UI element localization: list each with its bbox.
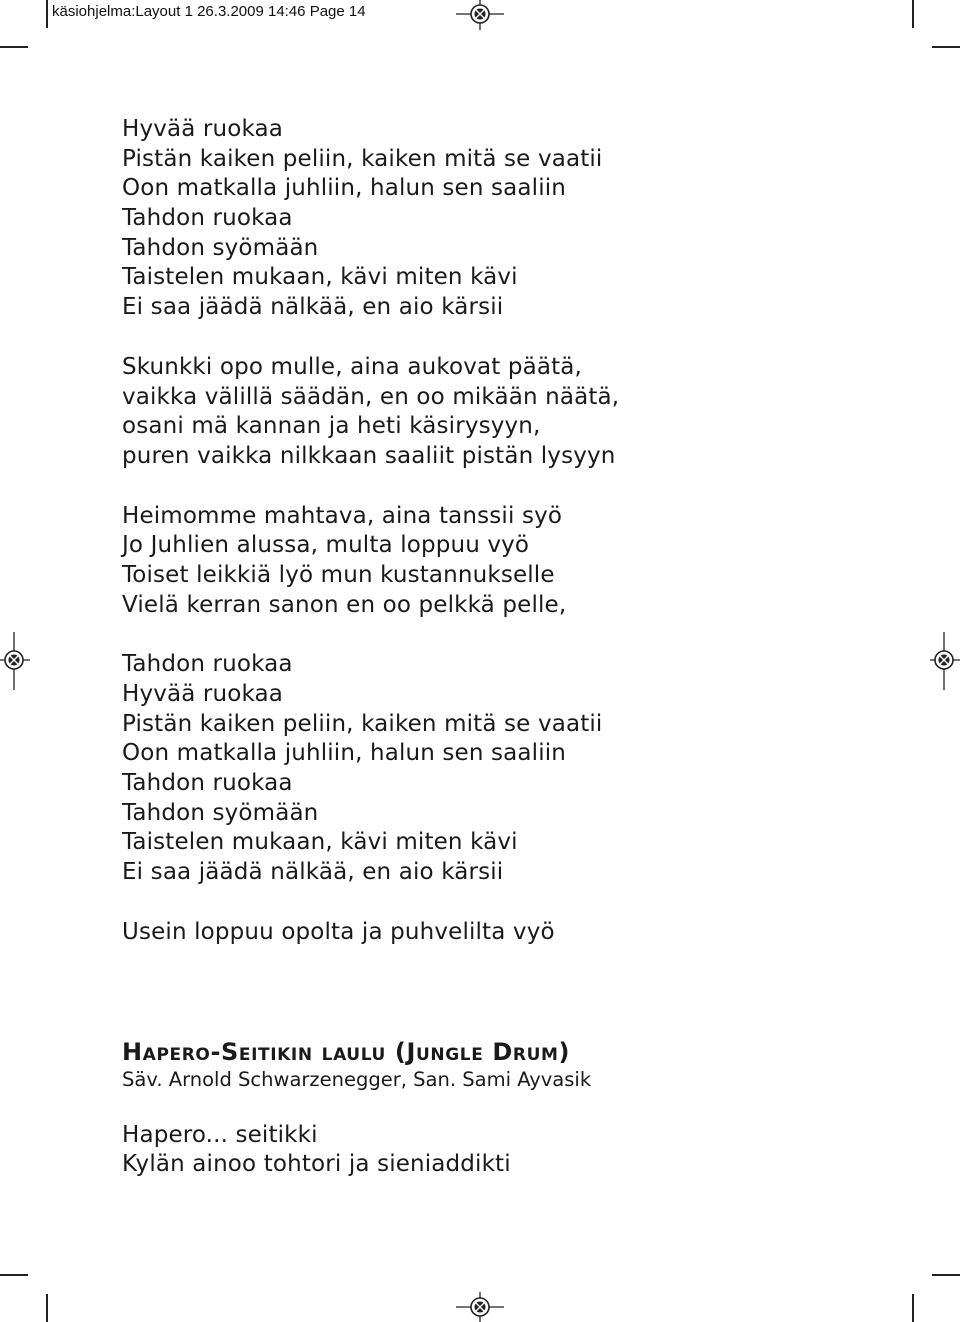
lyric-line: Vielä kerran sanon en oo pelkkä pelle, [122,591,567,618]
crop-mark-top-right-v [912,0,914,28]
crop-mark-top-right-h [932,46,960,48]
lyric-line: Jo Juhlien alussa, multa loppuu vyö [122,532,530,559]
lyrics-content [122,115,922,1180]
song-header [122,1037,922,1093]
crop-mark-bottom-right-h [932,1274,960,1276]
lyric-line: Taistelen mukaan, kävi miten kävi [122,264,518,291]
lyric-line: Pistän kaiken peliin, kaiken mitä se vaatii [122,145,603,172]
lyric-line: Tahdon ruokaa [122,770,293,797]
lyric-line: Heimomme mahtava, aina tanssii syö [122,502,563,529]
crop-mark-bottom-left-h [0,1274,28,1276]
lyric-line: Kylän ainoo tohtori ja sieniaddikti [122,1151,511,1178]
lyric-line: Hyvää ruokaa [122,681,284,707]
stanza-2 [122,353,922,472]
lyric-line: Hapero... seitikki [122,1121,318,1148]
song-stanza-1 [122,1121,922,1180]
crop-mark-top-left-h [0,46,28,48]
lyric-line: Tahdon ruokaa [122,205,293,232]
lyric-line: Usein loppuu opolta ja puhvelilta vyö [122,918,555,945]
lyric-line: vaikka välillä säädän, en oo mikään näätä, [122,383,620,410]
lyric-line: Pistän kaiken peliin, kaiken mitä se vaatii [122,710,603,737]
crop-mark-bottom-left-v [46,1294,48,1322]
lyric-line: Toiset leikkiä lyö mun kustannukselle [122,561,555,588]
lyric-line: puren vaikka nilkkaan saaliit pistän lysyyn [122,442,616,469]
lyric-line: Taistelen mukaan, kävi miten kävi [122,829,518,856]
crop-mark-top-left-v [46,0,48,28]
lyric-line: Ei saa jäädä nälkää, en aio kärsii [122,859,504,886]
crosshair-registration-icon [456,0,504,32]
lyric-line: Hyvää ruokaa [122,116,284,142]
stanza-1 [122,115,922,323]
lyric-line: Oon matkalla juhliin, halun sen saaliin [122,175,567,202]
stanza-5 [122,918,922,948]
song-title: Hapero-Seitikin laulu (Jungle Drum) [122,1037,571,1066]
lyric-line: Tahdon ruokaa [122,651,293,678]
lyric-line: Tahdon syömään [122,234,319,261]
printer-slug: käsiohjelma:Layout 1 26.3.2009 14:46 Page 14 [52,3,366,20]
lyric-line: Tahdon syömään [122,799,319,826]
crosshair-registration-icon [456,1292,504,1322]
stanza-3 [122,502,922,621]
lyric-line: osani mä kannan ja heti käsirysyyn, [122,413,541,440]
crosshair-registration-icon [928,632,960,690]
song-credits: Säv. Arnold Schwarzenegger, San. Sami Ayvasik [122,1067,592,1091]
lyric-line: Skunkki opo mulle, aina aukovat päätä, [122,353,582,380]
crop-mark-bottom-right-v [912,1294,914,1322]
lyric-line: Oon matkalla juhliin, halun sen saaliin [122,740,567,767]
crosshair-registration-icon [0,632,32,690]
stanza-4 [122,650,922,888]
lyric-line: Ei saa jäädä nälkää, en aio kärsii [122,294,504,321]
